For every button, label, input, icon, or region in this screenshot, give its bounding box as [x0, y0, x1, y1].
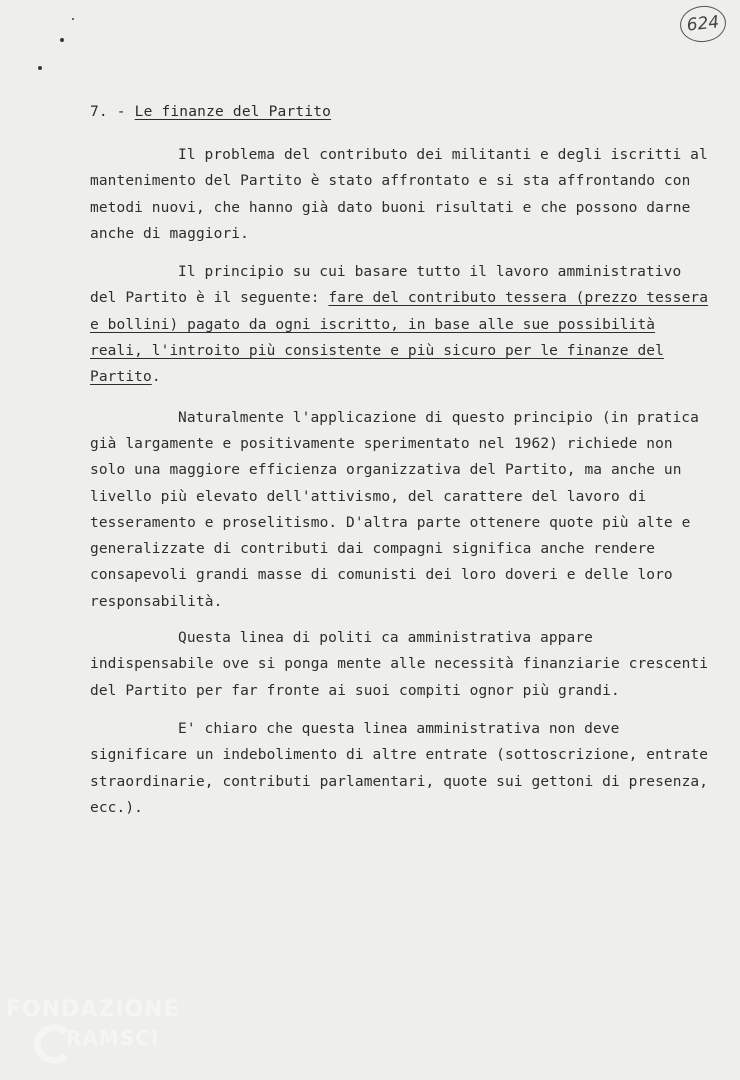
- paragraph-2-intro: Il principio su cui basare tutto il lavoro amministrativo del Partito è il seguente:: [90, 264, 682, 307]
- paragraph-1: Il problema del contributo dei militanti e degli iscritti al mantenimento del Partito è stato affrontato e si sta affrontando con metodi nuovi, che hanno già dato buoni risultati e che possono darne anche di maggiori.: [90, 147, 708, 242]
- ink-speck: [60, 38, 64, 42]
- page-number: 624: [678, 4, 728, 45]
- ink-speck: [72, 18, 74, 20]
- section-number: 7. -: [90, 104, 135, 120]
- watermark-line-2: RAMSCI: [66, 1026, 160, 1050]
- watermark-g-icon: [34, 1024, 74, 1064]
- paragraph-3: Naturalmente l'applicazione di questo principio (in pratica già largamente e positivamente sperimentato nel 1962) richiede non solo una maggiore efficienza organizzativa del Partito, ma anche un livello più elevato dell'attivismo, del carattere del lavoro di tesseramento e proselitismo. D'altra parte ottenere quote più alte e generalizzate di contributi dai compagni significa anche rendere consapevoli grandi masse di comunisti dei loro doveri e delle loro responsabilità.: [90, 409, 699, 610]
- section-title: Le finanze del Partito: [134, 104, 332, 120]
- paragraph-2-underlined: fare del contributo tessera (prezzo tessera e bollini) pagato da ogni iscritto, in base alle sue possibilità reali, l'introito più consistente e più sicuro per le finanze del Partito: [90, 290, 709, 386]
- document-body: [90, 142, 710, 821]
- paragraph-2-end: .: [151, 369, 161, 386]
- watermark-line-1: FONDAZIONE: [6, 997, 180, 1022]
- paragraph-5: E' chiaro che questa linea amministrativa non deve significare un indebolimento di altre entrate (sottoscrizione, entrate straordinarie, contributi parlamentari, quote sui gettoni di presenza, ecc.).: [90, 720, 709, 816]
- watermark-logo: [6, 996, 180, 1052]
- paragraph-2: [90, 259, 710, 390]
- ink-speck: [38, 66, 42, 70]
- paragraph-4: Questa linea di politi ca amministrativa appare indispensabile ove si ponga mente alle necessità finanziarie crescenti del Partito per far fronte ai suoi compiti ognor più grandi.: [90, 630, 709, 699]
- section-heading: [90, 104, 331, 120]
